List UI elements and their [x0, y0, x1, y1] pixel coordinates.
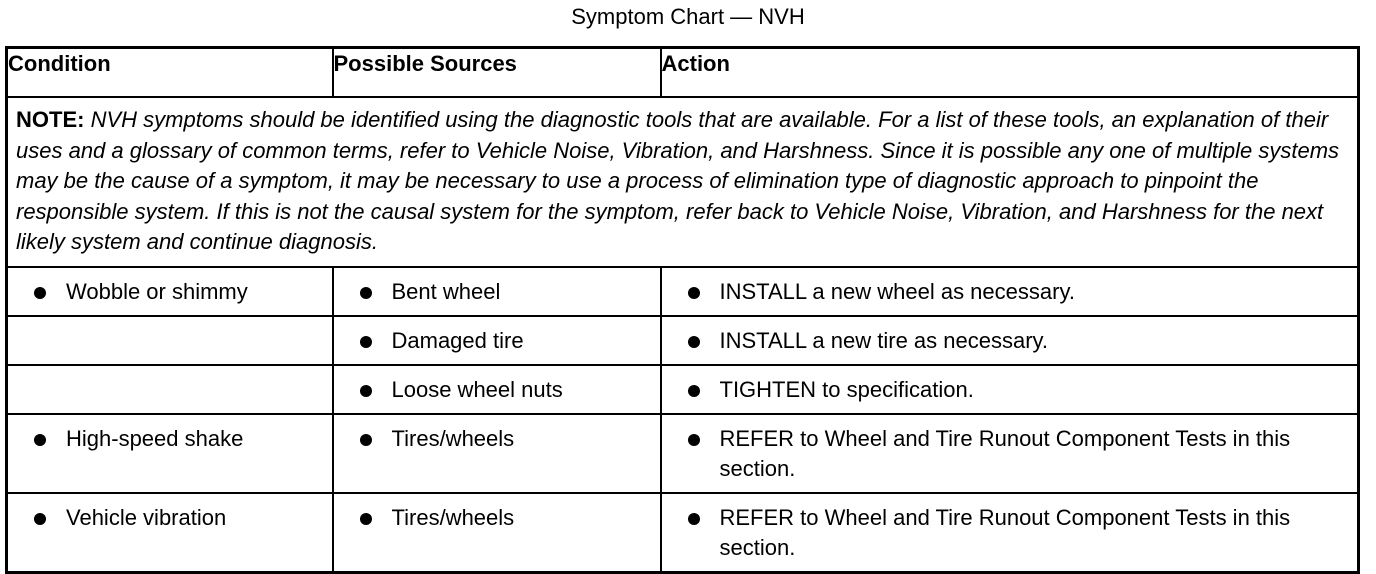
bullet-icon: [688, 385, 700, 397]
bullet-icon: [688, 287, 700, 299]
condition-cell: [7, 365, 333, 414]
source-cell: [333, 267, 661, 316]
condition-cell: [7, 316, 333, 365]
bullet-icon: [34, 513, 46, 525]
source-cell: [333, 316, 661, 365]
action-text: INSTALL a new tire as necessary.: [719, 327, 1049, 353]
table-row: [7, 316, 1359, 365]
note-label: NOTE:: [16, 107, 85, 132]
action-cell: [661, 365, 1359, 414]
bullet-icon: [360, 287, 372, 299]
source-text: Tires/wheels: [391, 504, 515, 530]
source-text: Damaged tire: [391, 327, 524, 353]
bullet-icon: [360, 434, 372, 446]
source-cell: [333, 365, 661, 414]
action-cell: [661, 316, 1359, 365]
source-cell: [333, 414, 661, 493]
table-row: [7, 365, 1359, 414]
source-text: Tires/wheels: [391, 425, 515, 451]
source-text: Loose wheel nuts: [391, 376, 563, 402]
page-title: Symptom Chart — NVH: [571, 4, 805, 29]
action-cell: [661, 493, 1359, 573]
symptom-chart-table: [5, 46, 1360, 574]
condition-text: High-speed shake: [66, 425, 244, 451]
source-cell: [333, 493, 661, 573]
header-action: Action: [661, 48, 1359, 98]
action-text: REFER to Wheel and Tire Runout Component Tests in this section.: [719, 425, 1291, 481]
bullet-icon: [360, 385, 372, 397]
condition-cell: [7, 414, 333, 493]
bullet-icon: [688, 336, 700, 348]
header-possible-sources: Possible Sources: [333, 48, 661, 98]
action-text: INSTALL a new wheel as necessary.: [719, 278, 1075, 304]
header-condition: Condition: [7, 48, 333, 98]
action-text: REFER to Wheel and Tire Runout Component Tests in this section.: [719, 504, 1291, 560]
bullet-icon: [34, 287, 46, 299]
note-row: [7, 97, 1359, 267]
condition-cell: [7, 493, 333, 573]
condition-text: Vehicle vibration: [66, 504, 227, 530]
action-text: TIGHTEN to specification.: [719, 376, 974, 402]
source-text: Bent wheel: [391, 278, 501, 304]
table-header-row: [7, 48, 1359, 98]
bullet-icon: [360, 336, 372, 348]
bullet-icon: [360, 513, 372, 525]
table-row: [7, 267, 1359, 316]
action-cell: [661, 267, 1359, 316]
action-cell: [661, 414, 1359, 493]
note-text: NVH symptoms should be identified using the diagnostic tools that are available. For a list of these tools, an explanation of their uses and a glossary of common terms, refer to Vehicle Noise, Vibration, and Harshness. Since it is possible any one of multiple systems may be the cause of a symptom, it may be necessary to use a process of elimination type of diagnostic approach to pinpoint the responsible system. If this is not the causal system for the symptom, refer back to Vehicle Noise, Vibration, and Harshness for the next likely system and continue diagnosis.: [16, 107, 1340, 254]
bullet-icon: [688, 434, 700, 446]
condition-text: Wobble or shimmy: [66, 278, 248, 304]
table-row: [7, 493, 1359, 573]
note-cell: [7, 97, 1359, 267]
bullet-icon: [688, 513, 700, 525]
table-row: [7, 414, 1359, 493]
bullet-icon: [34, 434, 46, 446]
condition-cell: [7, 267, 333, 316]
